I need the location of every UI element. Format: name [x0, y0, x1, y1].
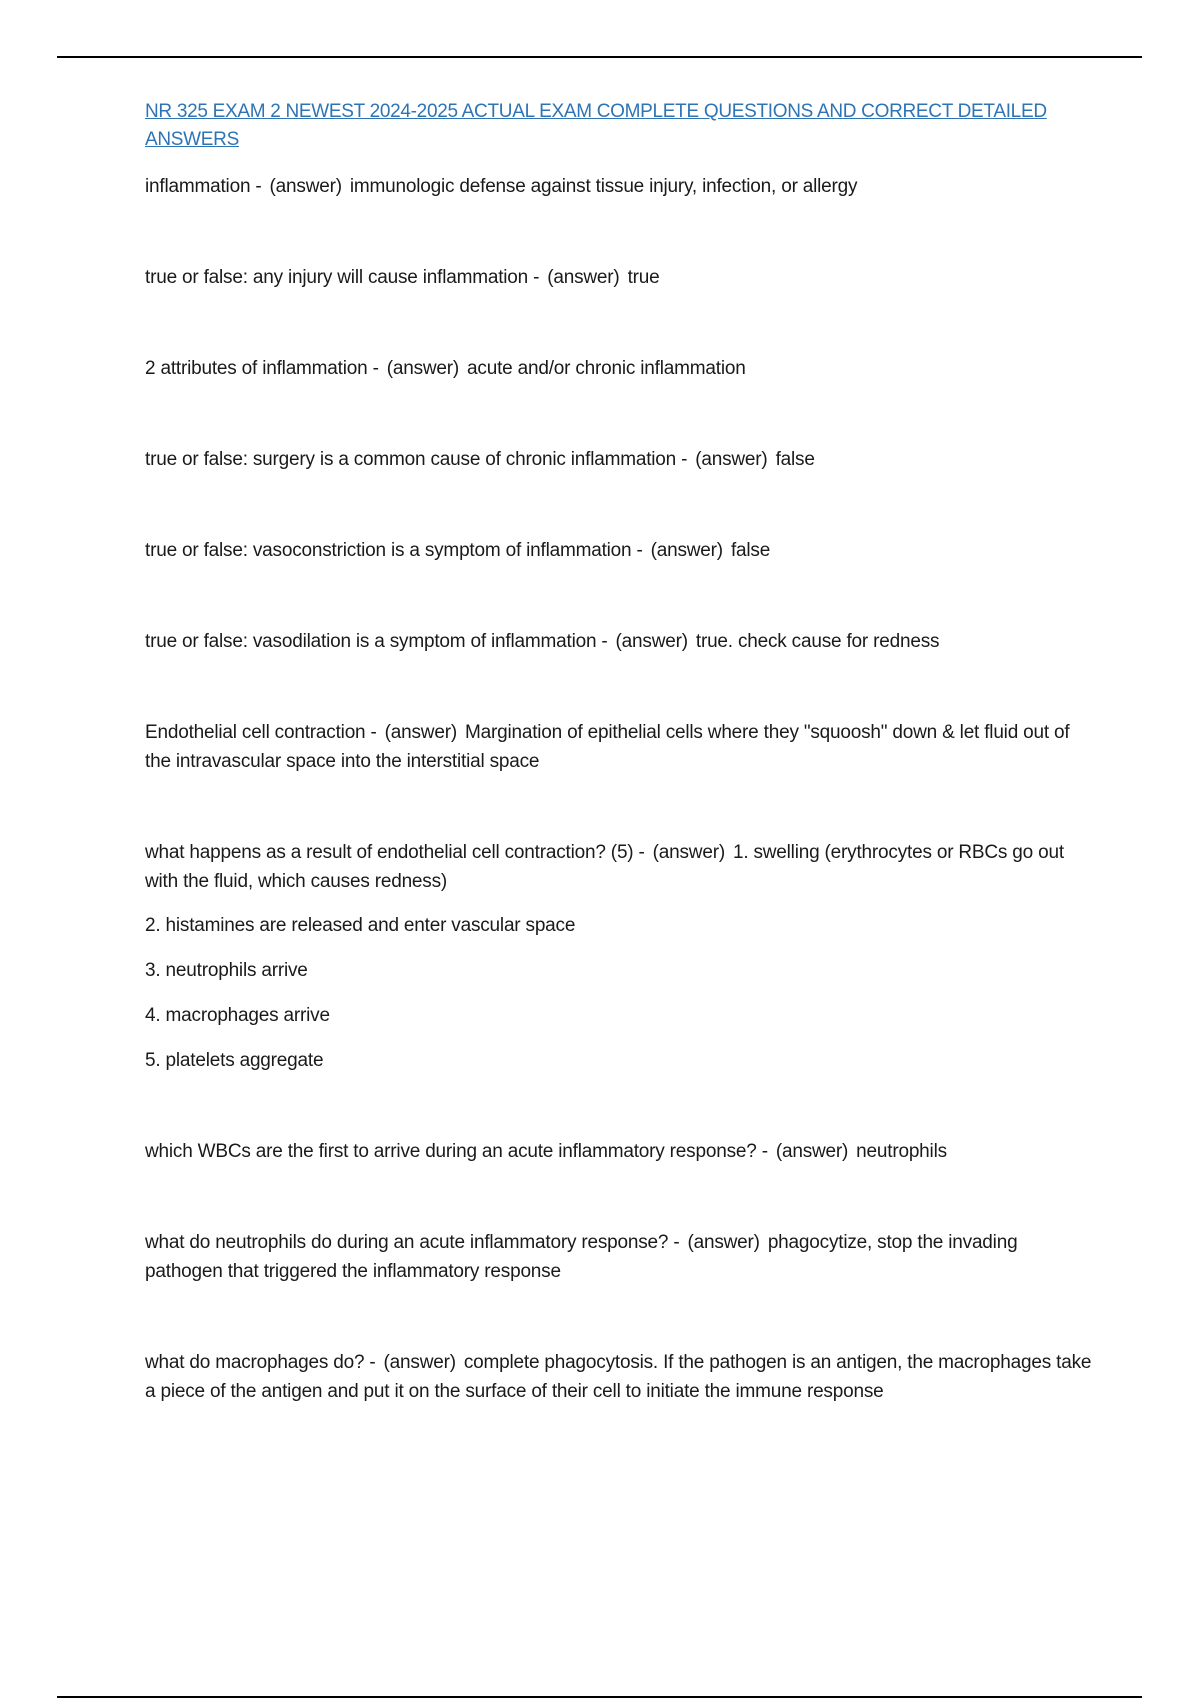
qa-item	[145, 1137, 1100, 1166]
qa-item	[145, 172, 1100, 201]
question-text: what happens as a result of endothelial cell contraction? (5) -	[145, 842, 645, 863]
answer-marker: (answer)	[547, 267, 620, 288]
qa-item	[145, 263, 1100, 292]
qa-item	[145, 627, 1100, 656]
list-item: 5. platelets aggregate	[145, 1050, 324, 1071]
qa-item	[145, 838, 1100, 896]
answer-text: true	[627, 267, 660, 288]
answer-text: immunologic defense against tissue injury, infection, or allergy	[349, 176, 858, 197]
question-text: true or false: any injury will cause inflammation -	[145, 267, 540, 288]
answer-sub-list	[145, 911, 1100, 1075]
answer-marker: (answer)	[687, 1232, 760, 1253]
answer-text: true. check cause for redness	[695, 631, 940, 652]
qa-item	[145, 354, 1100, 383]
question-text: what do neutrophils do during an acute inflammatory response? -	[145, 1232, 680, 1253]
list-item: 3. neutrophils arrive	[145, 960, 308, 981]
question-text: inflammation -	[145, 176, 262, 197]
answer-text: complete phagocytosis. If the pathogen is an antigen, the macrophages take a piece of the antigen and put it on the surface of their cell to initiate the immune response	[145, 1352, 1092, 1402]
answer-text: Margination of epithelial cells where they "squoosh" down & let fluid out of the intravascular space into the interstitial space	[145, 722, 1070, 772]
answer-marker: (answer)	[269, 176, 342, 197]
question-text: true or false: surgery is a common cause of chronic inflammation -	[145, 449, 688, 470]
answer-text: 1. swelling (erythrocytes or RBCs go out with the fluid, which causes redness)	[145, 842, 1064, 892]
question-text: Endothelial cell contraction -	[145, 722, 377, 743]
question-text: true or false: vasoconstriction is a symptom of inflammation -	[145, 540, 643, 561]
answer-marker: (answer)	[384, 722, 457, 743]
answer-marker: (answer)	[695, 449, 768, 470]
footer-divider	[57, 1696, 1142, 1698]
answer-marker: (answer)	[775, 1141, 849, 1162]
question-text: true or false: vasodilation is a symptom of inflammation -	[145, 631, 608, 652]
question-text: which WBCs are the first to arrive during an acute inflammatory response? -	[145, 1141, 768, 1162]
qa-item	[145, 1348, 1100, 1406]
document-title-link[interactable]: NR 325 EXAM 2 NEWEST 2024-2025 ACTUAL EXAM COMPLETE QUESTIONS AND CORRECT DETAILED ANSWERS	[145, 101, 1047, 150]
header-divider	[57, 56, 1142, 58]
answer-text: false	[775, 449, 815, 470]
question-text: 2 attributes of inflammation -	[145, 358, 379, 379]
answer-marker: (answer)	[650, 540, 723, 561]
answer-text: neutrophils	[856, 1141, 947, 1162]
answer-text: phagocytize, stop the invading pathogen that triggered the inflammatory response	[145, 1232, 1018, 1282]
answer-marker: (answer)	[615, 631, 688, 652]
answer-text: false	[730, 540, 771, 561]
list-item: 2. histamines are released and enter vascular space	[145, 915, 576, 936]
qa-item	[145, 1228, 1100, 1286]
question-text: what do macrophages do? -	[145, 1352, 376, 1373]
qa-item	[145, 536, 1100, 565]
document-body	[145, 98, 1100, 1406]
list-item: 4. macrophages arrive	[145, 1005, 330, 1026]
answer-marker: (answer)	[386, 358, 460, 379]
answer-marker: (answer)	[652, 842, 725, 863]
answer-text: acute and/or chronic inflammation	[467, 358, 746, 379]
qa-item	[145, 445, 1100, 474]
qa-item	[145, 718, 1100, 776]
answer-marker: (answer)	[383, 1352, 456, 1373]
